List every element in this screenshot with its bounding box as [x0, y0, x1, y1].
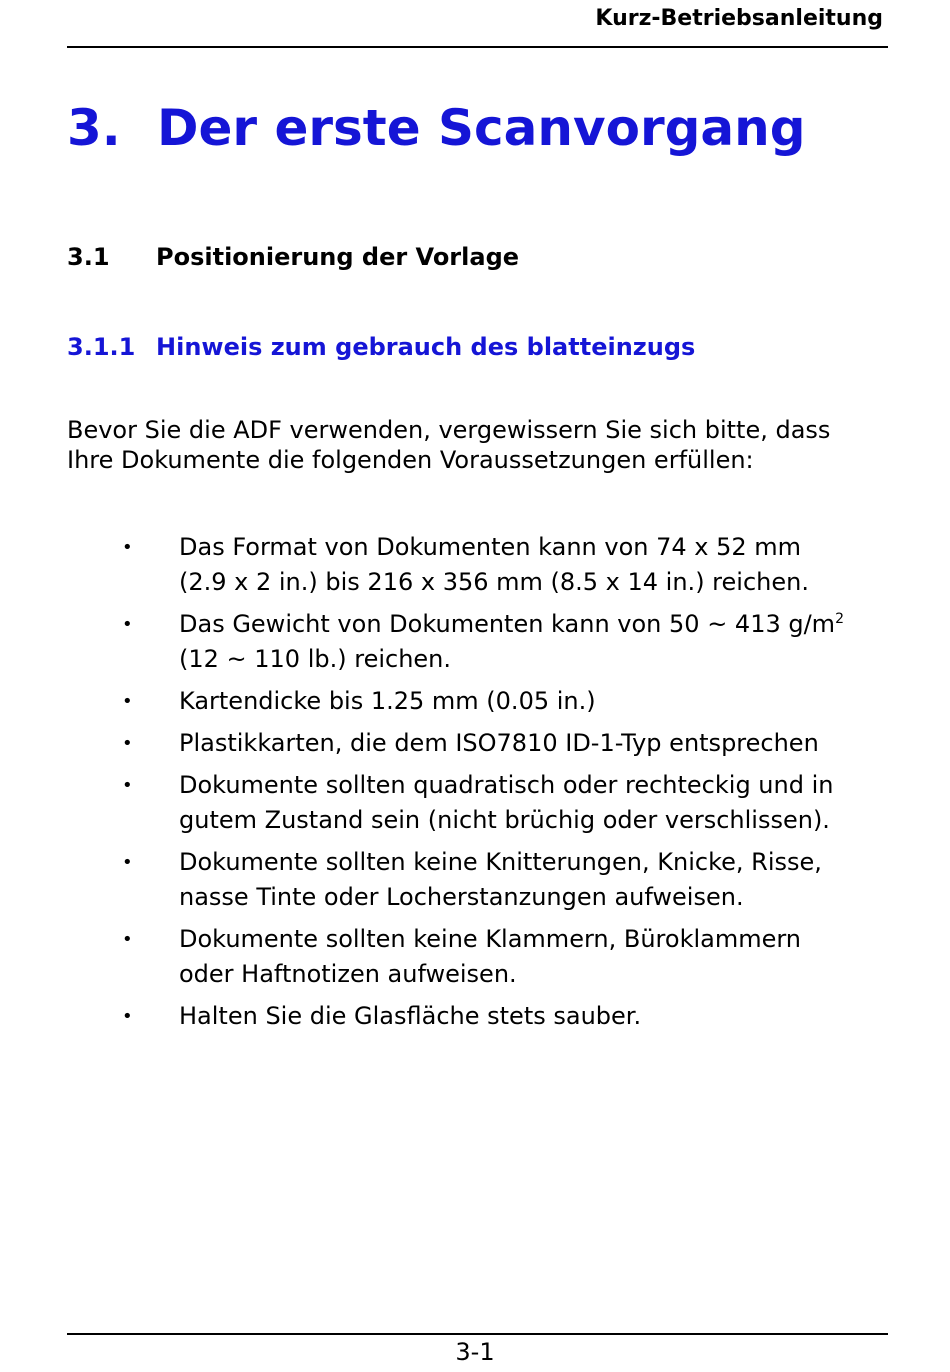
- list-item-line: oder Haftnotizen aufweisen.: [179, 960, 517, 988]
- list-item: [117, 530, 897, 600]
- list-item-line: Dokumente sollten quadratisch oder rechteckig und in: [179, 771, 834, 799]
- list-item: [117, 726, 897, 761]
- section-heading: [67, 243, 519, 271]
- running-header: Kurz-Betriebsanleitung: [595, 6, 883, 31]
- header-rule: [67, 46, 888, 48]
- list-item-line: Kartendicke bis 1.25 mm (0.05 in.): [179, 687, 596, 715]
- list-item-line: Plastikkarten, die dem ISO7810 ID-1-Typ entsprechen: [179, 729, 819, 757]
- bullet-icon: •: [122, 775, 133, 796]
- list-item: [117, 922, 897, 992]
- bullet-icon: •: [122, 852, 133, 873]
- list-item-line: Dokumente sollten keine Klammern, Büroklammern: [179, 925, 802, 953]
- bullet-icon: •: [122, 614, 133, 635]
- list-item: [117, 999, 897, 1034]
- bullet-icon: •: [122, 733, 133, 754]
- list-item: [117, 684, 897, 719]
- intro-paragraph: [67, 415, 897, 475]
- subsection-heading: [67, 333, 695, 361]
- chapter-title: Der erste Scanvorgang: [157, 99, 806, 157]
- list-item-line: nasse Tinte oder Locherstanzungen aufweisen.: [179, 883, 744, 911]
- subsection-title: Hinweis zum gebrauch des blatteinzugs: [156, 333, 696, 361]
- list-item-line: Halten Sie die Glasfläche stets sauber.: [179, 1002, 642, 1030]
- footer-rule: [67, 1333, 888, 1335]
- subsection-number: 3.1.1: [67, 333, 136, 361]
- list-item-line: Dokumente sollten keine Knitterungen, Knicke, Risse,: [179, 848, 822, 876]
- list-item-line: (12 ~ 110 lb.) reichen.: [179, 645, 452, 673]
- section-title: Positionierung der Vorlage: [156, 243, 520, 271]
- list-item-line: Das Gewicht von Dokumenten kann von 50 ~ 413 g/m: [179, 610, 836, 638]
- list-item-line: (2.9 x 2 in.) bis 216 x 356 mm (8.5 x 14 in.) reichen.: [179, 568, 809, 596]
- superscript: 2: [835, 611, 844, 627]
- list-item-line: gutem Zustand sein (nicht brüchig oder verschlissen).: [179, 806, 830, 834]
- list-item: [117, 845, 897, 915]
- bullet-icon: •: [122, 691, 133, 712]
- list-item: [117, 607, 897, 677]
- page-number: 3-1: [455, 1338, 495, 1366]
- intro-line: Bevor Sie die ADF verwenden, vergewissern Sie sich bitte, dass: [67, 416, 831, 444]
- bullet-icon: •: [122, 929, 133, 950]
- list-item: [117, 768, 897, 838]
- requirements-list: [117, 530, 897, 1041]
- section-number: 3.1: [67, 243, 110, 271]
- chapter-number: 3.: [67, 99, 121, 157]
- chapter-heading: [67, 98, 806, 158]
- intro-line: Ihre Dokumente die folgenden Voraussetzungen erfüllen:: [67, 446, 754, 474]
- bullet-icon: •: [122, 537, 133, 558]
- list-item-line: Das Format von Dokumenten kann von 74 x 52 mm: [179, 533, 802, 561]
- bullet-icon: •: [122, 1006, 133, 1027]
